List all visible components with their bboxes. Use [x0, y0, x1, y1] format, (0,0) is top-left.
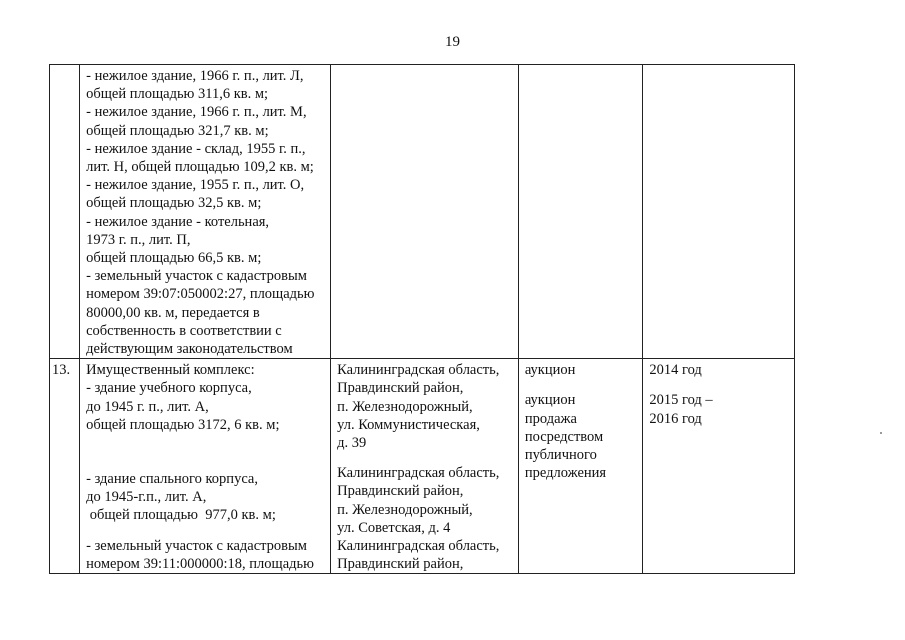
description-line: общей площадью 977,0 кв. м; — [86, 507, 276, 524]
address-line: д. 39 — [337, 435, 367, 452]
address-line: Калининградская область, — [337, 538, 500, 555]
description-line: - нежилое здание - котельная, — [86, 213, 270, 230]
term-cell — [643, 359, 795, 574]
method-cell — [518, 65, 643, 359]
term-line: 2014 год — [649, 362, 702, 379]
description-line: до 1945 г. п., лит. А, — [86, 398, 209, 415]
description-line: - нежилое здание, 1966 г. п., лит. Л, — [86, 68, 304, 84]
method-line: посредством — [524, 428, 604, 445]
privatization-table — [49, 64, 795, 574]
row-number: 13. — [52, 362, 71, 379]
description-line: - земельный участок с кадастровым — [86, 268, 307, 285]
address-cell — [331, 359, 519, 574]
description-line: 1973 г. п., лит. П, — [86, 231, 191, 248]
table-row-13 — [50, 359, 795, 574]
description-line: 80000,00 кв. м, передается в — [86, 304, 260, 321]
description-line: общей площадью 311,6 кв. м; — [86, 86, 269, 103]
description-line: Имущественный комплекс: — [86, 362, 255, 379]
address-line: п. Железнодорожный, — [337, 501, 473, 518]
term-line: 2016 год — [649, 410, 702, 427]
address-cell — [331, 65, 519, 359]
description-line: лит. Н, общей площадью 109,2 кв. м; — [86, 159, 314, 176]
description-line: действующим законодательством — [86, 341, 293, 358]
description-line: номером 39:11:000000:18, площадью — [86, 555, 314, 572]
method-cell — [518, 359, 643, 574]
description-cell — [80, 65, 331, 359]
description-line: до 1945-г.п., лит. А, — [86, 489, 207, 506]
description-line: - здание учебного корпуса, — [86, 380, 252, 397]
method-line: предложения — [524, 465, 607, 482]
description-line: общей площадью 66,5 кв. м; — [86, 250, 262, 267]
method-line: аукцион — [524, 362, 576, 379]
description-cell — [80, 359, 331, 574]
method-line: аукцион — [524, 392, 576, 409]
description-line: - здание спального корпуса, — [86, 471, 258, 488]
scan-speck — [880, 432, 882, 434]
address-line: ул. Советская, д. 4 — [337, 519, 451, 536]
number-cell — [50, 359, 80, 574]
term-cell — [643, 65, 795, 359]
address-line: п. Железнодорожный, — [337, 398, 473, 415]
description-line: общей площадью 32,5 кв. м; — [86, 195, 262, 212]
address-line: Калининградская область, — [337, 465, 500, 482]
method-line: публичного — [524, 447, 597, 464]
page-number: 19 — [445, 34, 460, 50]
description-line: общей площадью 3172, 6 кв. м; — [86, 416, 280, 433]
table-row-continuation — [50, 65, 795, 359]
method-line: продажа — [524, 410, 577, 427]
description-line: - нежилое здание, 1966 г. п., лит. М, — [86, 104, 307, 121]
description-line: общей площадью 321,7 кв. м; — [86, 122, 269, 139]
description-line: - земельный участок с кадастровым — [86, 537, 307, 554]
description-line: - нежилое здание - склад, 1955 г. п., — [86, 140, 306, 157]
description-line: собственность в соответствии с — [86, 322, 282, 339]
description-line: - нежилое здание, 1955 г. п., лит. О, — [86, 177, 305, 194]
term-line: 2015 год – — [649, 392, 713, 409]
address-line: Правдинский район, — [337, 556, 464, 573]
address-line: Правдинский район, — [337, 380, 464, 397]
address-line: Калининградская область, — [337, 362, 500, 379]
address-line: Правдинский район, — [337, 483, 464, 500]
address-line: ул. Коммунистическая, — [337, 416, 480, 433]
number-cell — [50, 65, 80, 359]
description-line: номером 39:07:050002:27, площадью — [86, 286, 315, 303]
